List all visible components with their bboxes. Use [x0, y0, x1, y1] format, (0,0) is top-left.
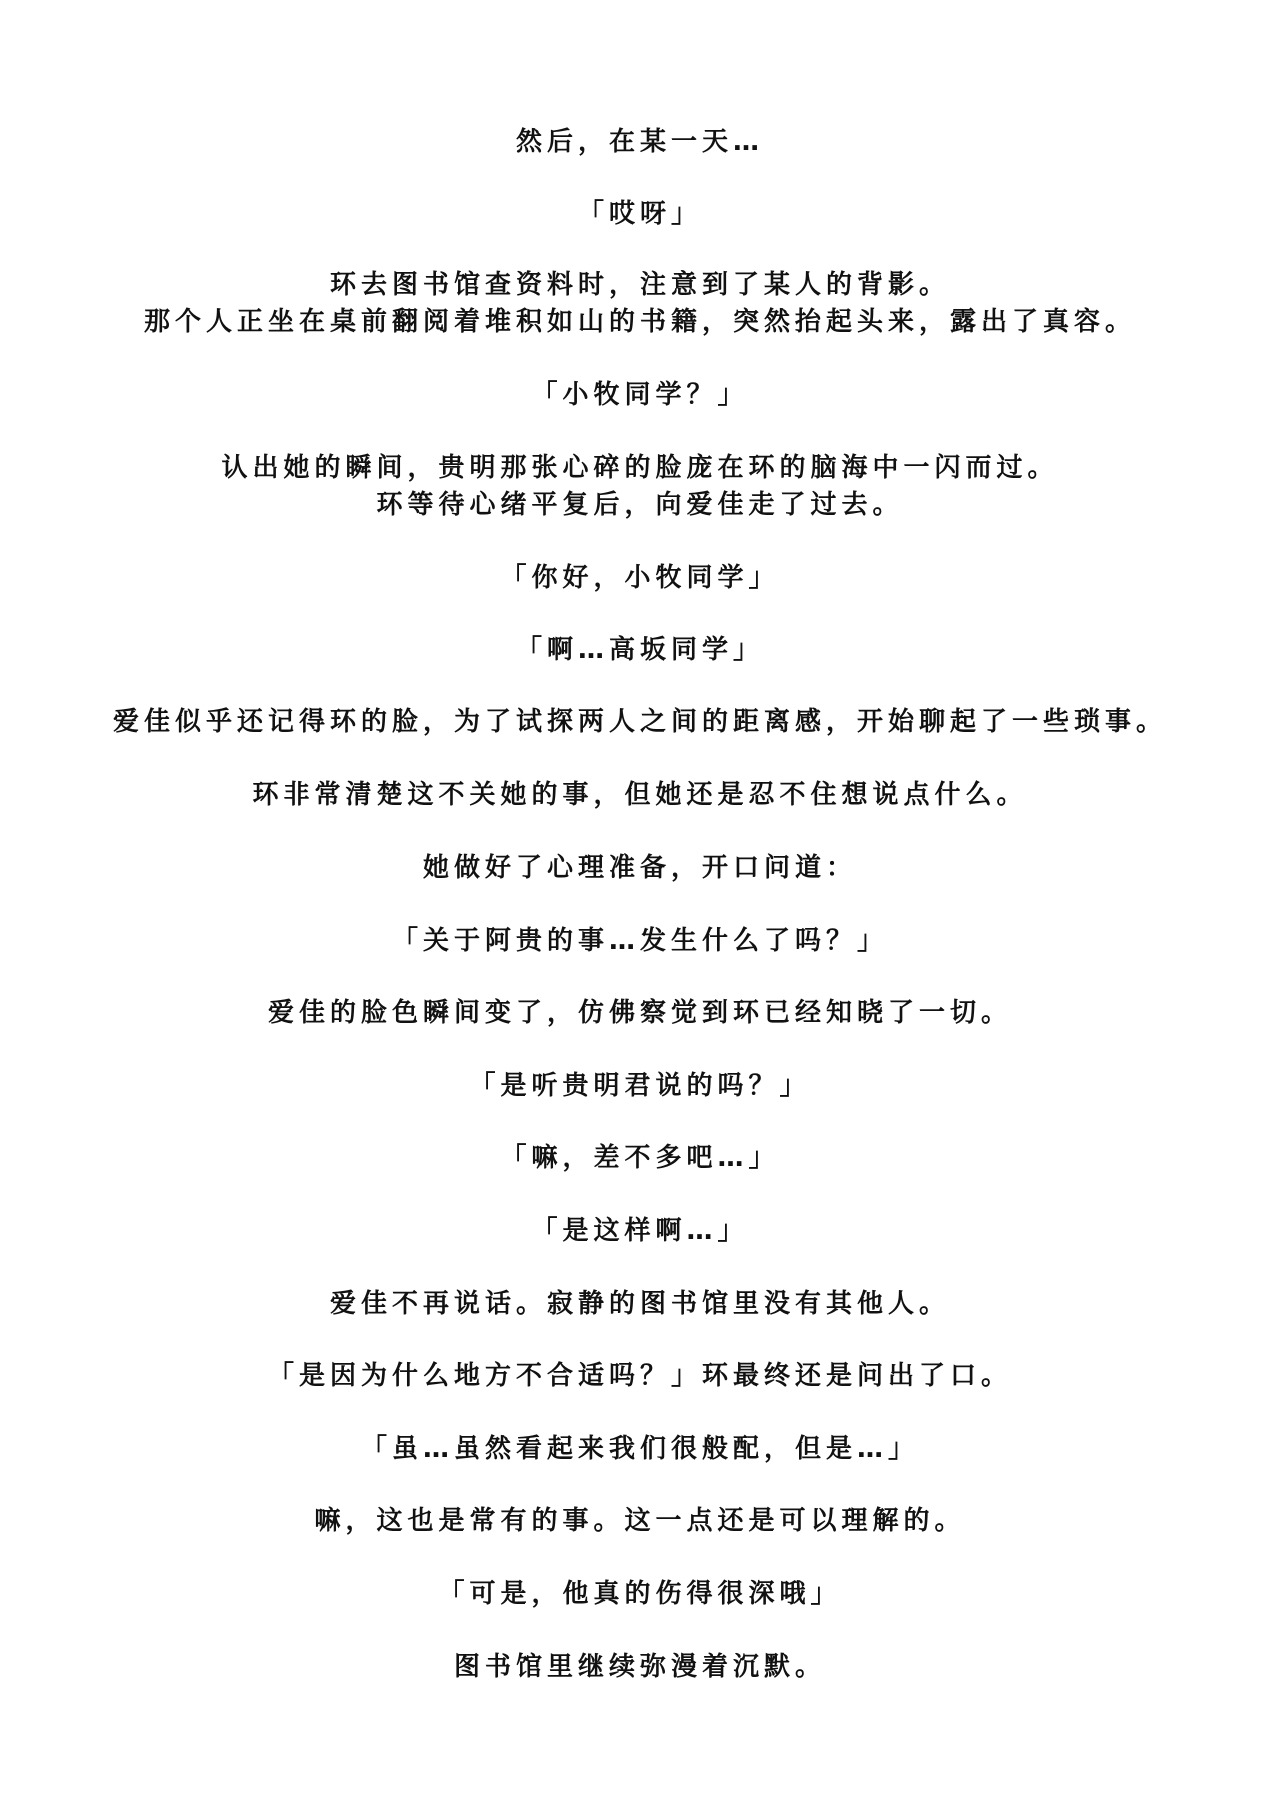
text-line: 「是因为什么地方不合适吗？」环最终还是问出了口。 [267, 1361, 1012, 1391]
dialogue-line: 「哎呀」 [577, 199, 702, 229]
dialogue-line: 「是听贵明君说的吗？」 [469, 1071, 811, 1101]
dialogue-line: 「小牧同学？」 [531, 380, 749, 410]
text-line: 那个人正坐在桌前翻阅着堆积如山的书籍，突然抬起头来，露出了真容。 [143, 307, 1136, 337]
dialogue-line: 「虽…虽然看起来我们很般配，但是…」 [360, 1434, 919, 1464]
text-line: 环去图书馆查资料时，注意到了某人的背影。 [329, 270, 950, 300]
text-line: 爱佳似乎还记得环的脸，为了试探两人之间的距离感，开始聊起了一些琐事。 [112, 707, 1167, 737]
text-line: 爱佳不再说话。寂静的图书馆里没有其他人。 [329, 1289, 950, 1319]
dialogue-line: 「可是，他真的伤得很深哦」 [438, 1579, 842, 1609]
text-line: 环等待心绪平复后，向爱佳走了过去。 [376, 490, 904, 520]
text-line: 环非常清楚这不关她的事，但她还是忍不住想说点什么。 [252, 780, 1028, 810]
text-line: 嘛，这也是常有的事。这一点还是可以理解的。 [314, 1506, 966, 1536]
dialogue-line: 「嘛，差不多吧…」 [500, 1143, 780, 1173]
text-line: 爱佳的脸色瞬间变了，仿佛察觉到环已经知晓了一切。 [267, 998, 1012, 1028]
text-line: 认出她的瞬间，贵明那张心碎的脸庞在环的脑海中一闪而过。 [221, 453, 1059, 483]
text-line: 然后，在某一天… [515, 127, 764, 157]
dialogue-line: 「关于阿贵的事…发生什么了吗？」 [391, 926, 888, 956]
dialogue-line: 「你好，小牧同学」 [500, 563, 780, 593]
text-line: 图书馆里继续弥漫着沉默。 [453, 1652, 826, 1682]
dialogue-line: 「是这样啊…」 [531, 1216, 749, 1246]
dialogue-line: 「啊…高坂同学」 [515, 635, 764, 665]
text-line: 她做好了心理准备，开口问道： [422, 853, 857, 883]
